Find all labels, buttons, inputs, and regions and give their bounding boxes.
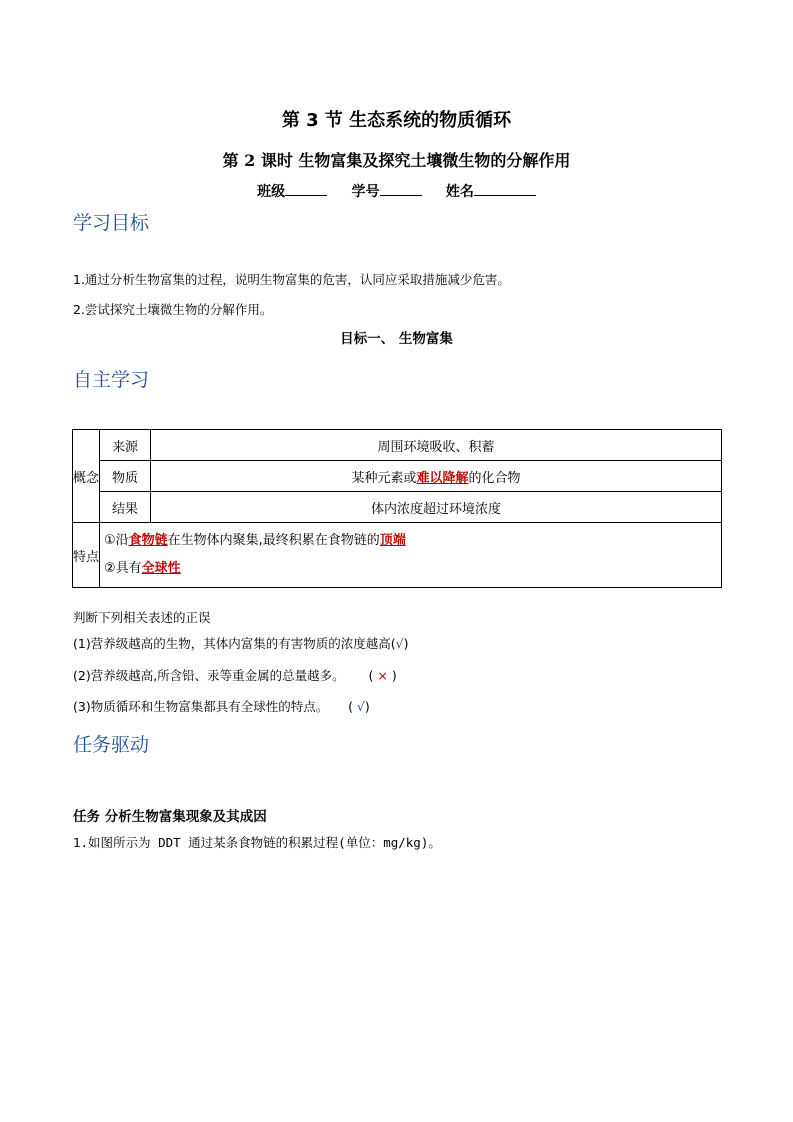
judge-text: (2)营养级越高,所含铅、汞等重金属的总量越多。 (	[73, 668, 374, 683]
judge-text: (1)营养级越高的生物，其体内富集的有害物质的浓度越高(	[73, 636, 396, 651]
answer-text: 难以降解	[416, 470, 469, 486]
table-row	[73, 461, 722, 492]
check-mark-icon: √	[395, 636, 404, 651]
text-mid: 在生物体内聚集,最终积累在食物链的	[167, 533, 380, 548]
text-pre: ②具有	[104, 561, 142, 576]
judge-item	[73, 666, 397, 684]
row-label: 来源	[100, 430, 151, 461]
self-study-heading: 自主学习	[73, 369, 150, 391]
row-value	[151, 461, 722, 492]
objective-item: 1.通过分析生物富集的过程，说明生物富集的危害，认同应采取措施减少危害。	[73, 272, 510, 287]
id-label: 学号	[351, 184, 380, 200]
class-label: 班级	[257, 184, 286, 200]
judge-close: )	[403, 636, 409, 651]
table-row	[73, 430, 722, 461]
student-info	[0, 181, 793, 201]
check-mark-icon: √	[352, 699, 365, 714]
feature-line	[104, 555, 717, 583]
judge-item	[73, 697, 370, 715]
row-value: 周围环境吸收、积蓄	[151, 430, 722, 461]
judge-text: (3)物质循环和生物富集都具有全球性的特点。 (	[73, 699, 353, 714]
judge-close: )	[364, 699, 370, 714]
page-subtitle: 第 2 课时 生物富集及探究土壤微生物的分解作用	[222, 151, 571, 170]
answer-text: 顶端	[379, 533, 406, 548]
task-heading: 任务驱动	[73, 734, 150, 756]
judge-close: )	[391, 668, 397, 683]
judge-item	[73, 634, 408, 652]
page-title: 第 3 节 生态系统的物质循环	[281, 110, 512, 131]
class-blank[interactable]	[285, 181, 327, 196]
row-value: 体内浓度超过环境浓度	[151, 492, 722, 523]
objectives-heading: 学习目标	[73, 212, 150, 234]
feature-line	[104, 527, 717, 555]
feature-label: 特点	[73, 523, 100, 588]
row-label: 物质	[100, 461, 151, 492]
row-label: 结果	[100, 492, 151, 523]
table-row	[73, 523, 722, 588]
text-post: 的化合物	[468, 470, 521, 486]
id-blank[interactable]	[380, 181, 422, 196]
judge-heading: 判断下列相关表述的正误	[73, 610, 211, 625]
table-row	[73, 492, 722, 523]
goal-heading: 目标一、 生物富集	[340, 331, 453, 347]
objective-item: 2.尝试探究土壤微生物的分解作用。	[73, 302, 273, 317]
concept-label: 概念	[73, 430, 100, 523]
answer-text: 食物链	[128, 533, 168, 548]
feature-content	[100, 523, 722, 588]
answer-text: 全球性	[141, 561, 181, 576]
text-pre: ①沿	[104, 533, 129, 548]
name-label: 姓名	[445, 184, 474, 200]
name-blank[interactable]	[474, 181, 536, 196]
cross-mark-icon: ×	[373, 668, 392, 683]
concept-table	[72, 429, 722, 588]
text-pre: 某种元素或	[351, 470, 417, 486]
task-title: 任务 分析生物富集现象及其成因	[73, 809, 267, 825]
task-item: 1.如图所示为 DDT 通过某条食物链的积累过程(单位：mg/kg)。	[73, 835, 441, 850]
